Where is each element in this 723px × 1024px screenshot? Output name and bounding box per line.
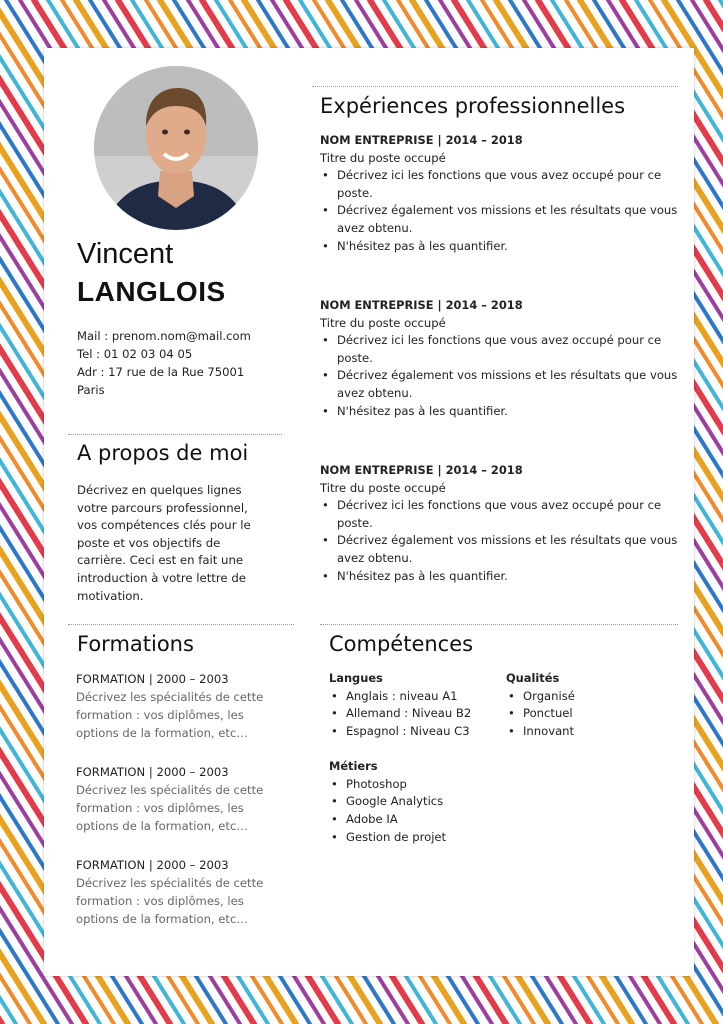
divider-competences [320, 624, 678, 625]
profile-photo [94, 66, 258, 230]
last-name: LANGLOIS [77, 276, 226, 307]
experience-heading: NOM ENTREPRISE | 2014 – 2018 [320, 298, 523, 312]
formation-item [76, 856, 286, 928]
about-title: A propos de moi [77, 441, 249, 465]
experience-role: Titre du poste occupé [320, 150, 446, 165]
contact-mail: Mail : prenom.nom@mail.com [77, 329, 251, 343]
about-line: poste et vos objectifs de [77, 535, 221, 550]
languages-title: Langues [329, 671, 383, 685]
experience-bullet: • Décrivez ici les fonctions que vous avez occupé pour ce poste. [320, 167, 680, 202]
language-item: • Anglais : niveau A1 [329, 688, 471, 706]
formation-heading: FORMATION | 2000 – 2003 [76, 672, 229, 686]
experience-heading: NOM ENTREPRISE | 2014 – 2018 [320, 463, 523, 477]
qualities-section [506, 670, 575, 741]
experience-bullet: • Décrivez également vos missions et les résultats que vous avez obtenu. [320, 532, 680, 567]
experience-item [320, 297, 680, 420]
job-item: • Adobe IA [329, 811, 446, 829]
about-text [77, 482, 277, 605]
contact-city: Paris [77, 383, 105, 397]
about-line: introduction à votre lettre de [77, 570, 246, 585]
experience-bullets [320, 497, 680, 585]
formation-item [76, 763, 286, 835]
qualities-title: Qualités [506, 671, 560, 685]
jobs-section [329, 758, 446, 847]
formations-title: Formations [77, 632, 194, 656]
experience-item [320, 462, 680, 585]
formation-item [76, 670, 286, 742]
job-item: • Photoshop [329, 776, 446, 794]
language-item: • Espagnol : Niveau C3 [329, 723, 471, 741]
job-item: • Google Analytics [329, 793, 446, 811]
formation-line: options de la formation, etc… [76, 912, 248, 926]
contact-info [77, 327, 251, 399]
formation-line: formation : vos diplômes, les [76, 708, 244, 722]
formation-line: options de la formation, etc… [76, 819, 248, 833]
formation-line: formation : vos diplômes, les [76, 801, 244, 815]
experience-heading: NOM ENTREPRISE | 2014 – 2018 [320, 133, 523, 147]
formation-line: Décrivez les spécialités de cette [76, 876, 264, 890]
about-line: votre parcours professionnel, [77, 500, 248, 515]
experience-bullet: • Décrivez ici les fonctions que vous avez occupé pour ce poste. [320, 332, 680, 367]
experience-bullet: • Décrivez également vos missions et les résultats que vous avez obtenu. [320, 202, 680, 237]
formation-line: formation : vos diplômes, les [76, 894, 244, 908]
languages-list [329, 688, 471, 741]
job-item: • Gestion de projet [329, 829, 446, 847]
formation-line: Décrivez les spécialités de cette [76, 690, 264, 704]
about-line: carrière. Ceci est en fait une [77, 553, 244, 568]
quality-item: • Organisé [506, 688, 575, 706]
divider-about [68, 434, 282, 435]
jobs-title: Métiers [329, 759, 378, 773]
about-line: vos compétences clés pour le [77, 518, 251, 533]
experience-item [320, 132, 680, 255]
experience-bullet: • N'hésitez pas à les quantifier. [320, 568, 680, 586]
formation-heading: FORMATION | 2000 – 2003 [76, 765, 229, 779]
experience-bullet: • Décrivez également vos missions et les résultats que vous avez obtenu. [320, 367, 680, 402]
experience-role: Titre du poste occupé [320, 315, 446, 330]
formation-line: options de la formation, etc… [76, 726, 248, 740]
formation-heading: FORMATION | 2000 – 2003 [76, 858, 229, 872]
contact-address: Adr : 17 rue de la Rue 75001 [77, 365, 245, 379]
experience-bullet: • N'hésitez pas à les quantifier. [320, 403, 680, 421]
language-item: • Allemand : Niveau B2 [329, 705, 471, 723]
competences-title: Compétences [329, 632, 474, 656]
cv-page [44, 48, 694, 976]
qualities-list [506, 688, 575, 741]
quality-item: • Ponctuel [506, 705, 575, 723]
about-line: motivation. [77, 588, 144, 603]
divider-formations [68, 624, 294, 625]
contact-phone: Tel : 01 02 03 04 05 [77, 347, 193, 361]
quality-item: • Innovant [506, 723, 575, 741]
formation-line: Décrivez les spécialités de cette [76, 783, 264, 797]
first-name: Vincent [77, 238, 174, 270]
experience-bullets [320, 167, 680, 255]
about-line: Décrivez en quelques lignes [77, 483, 242, 497]
portrait-image [94, 66, 258, 230]
experience-bullets [320, 332, 680, 420]
experience-bullet: • Décrivez ici les fonctions que vous avez occupé pour ce poste. [320, 497, 680, 532]
divider-experience [312, 86, 678, 87]
experience-role: Titre du poste occupé [320, 480, 446, 495]
jobs-list [329, 776, 446, 847]
experience-bullet: • N'hésitez pas à les quantifier. [320, 238, 680, 256]
experience-title: Expériences professionnelles [320, 94, 626, 118]
languages-section [329, 670, 471, 741]
